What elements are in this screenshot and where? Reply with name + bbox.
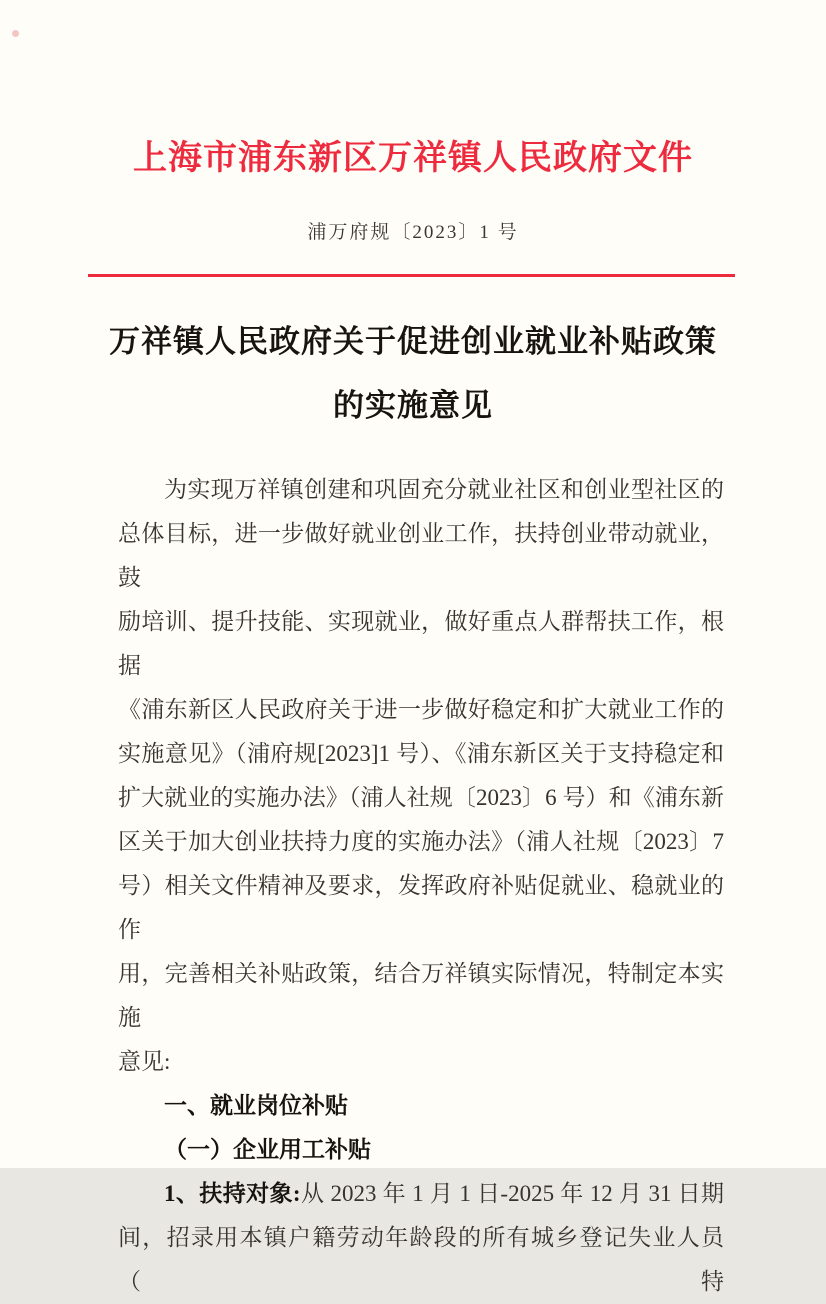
- body-line: 意见:: [118, 1049, 171, 1074]
- section-heading-1: 一、就业岗位补贴: [164, 1093, 348, 1118]
- body-line: 扩大就业的实施办法》（浦人社规〔2023〕6 号）和《浦东新: [118, 785, 724, 810]
- body-line: 号）相关文件精神及要求，发挥政府补贴促就业、稳就业的作: [118, 873, 724, 942]
- body-line: 区关于加大创业扶持力度的实施办法》（浦人社规〔2023〕7: [118, 829, 724, 854]
- section-heading-2: （一）企业用工补贴: [164, 1137, 371, 1162]
- document-header: [0, 0, 826, 277]
- body-line: 《浦东新区人民政府关于进一步做好稳定和扩大就业工作的: [118, 697, 724, 722]
- scan-artifact: [12, 30, 19, 37]
- body-line: 实施意见》（浦府规[2023]1 号）、《浦东新区关于支持稳定和: [118, 741, 724, 766]
- item-1-label: 1、扶持对象:: [164, 1181, 301, 1206]
- item-1-text: 从 2023 年 1 月 1 日-2025 年 12 月 31 日期: [300, 1181, 724, 1206]
- doc-number: 浦万府规〔2023〕1 号: [307, 222, 519, 243]
- body-line: 总体目标，进一步做好就业创业工作，扶持创业带动就业，鼓: [118, 521, 724, 590]
- body-line: 用，完善相关补贴政策，结合万祥镇实际情况，特制定本实施: [118, 961, 724, 1030]
- item-1-line-2: 间，招录用本镇户籍劳动年龄段的所有城乡登记失业人员（特: [118, 1225, 724, 1294]
- doc-title-line1: 万祥镇人民政府关于促进创业就业补贴政策: [109, 324, 717, 359]
- body-line: 励培训、提升技能、实现就业，做好重点人群帮扶工作，根据: [118, 609, 724, 678]
- item-1-line-1: [118, 1172, 724, 1216]
- document-body: [118, 468, 724, 1304]
- org-title: 上海市浦东新区万祥镇人民政府文件: [133, 140, 693, 177]
- doc-title: [0, 310, 826, 438]
- doc-title-line2: 的实施意见: [333, 388, 493, 423]
- red-divider: [88, 274, 735, 277]
- body-line: 为实现万祥镇创建和巩固充分就业社区和创业型社区的: [164, 477, 724, 502]
